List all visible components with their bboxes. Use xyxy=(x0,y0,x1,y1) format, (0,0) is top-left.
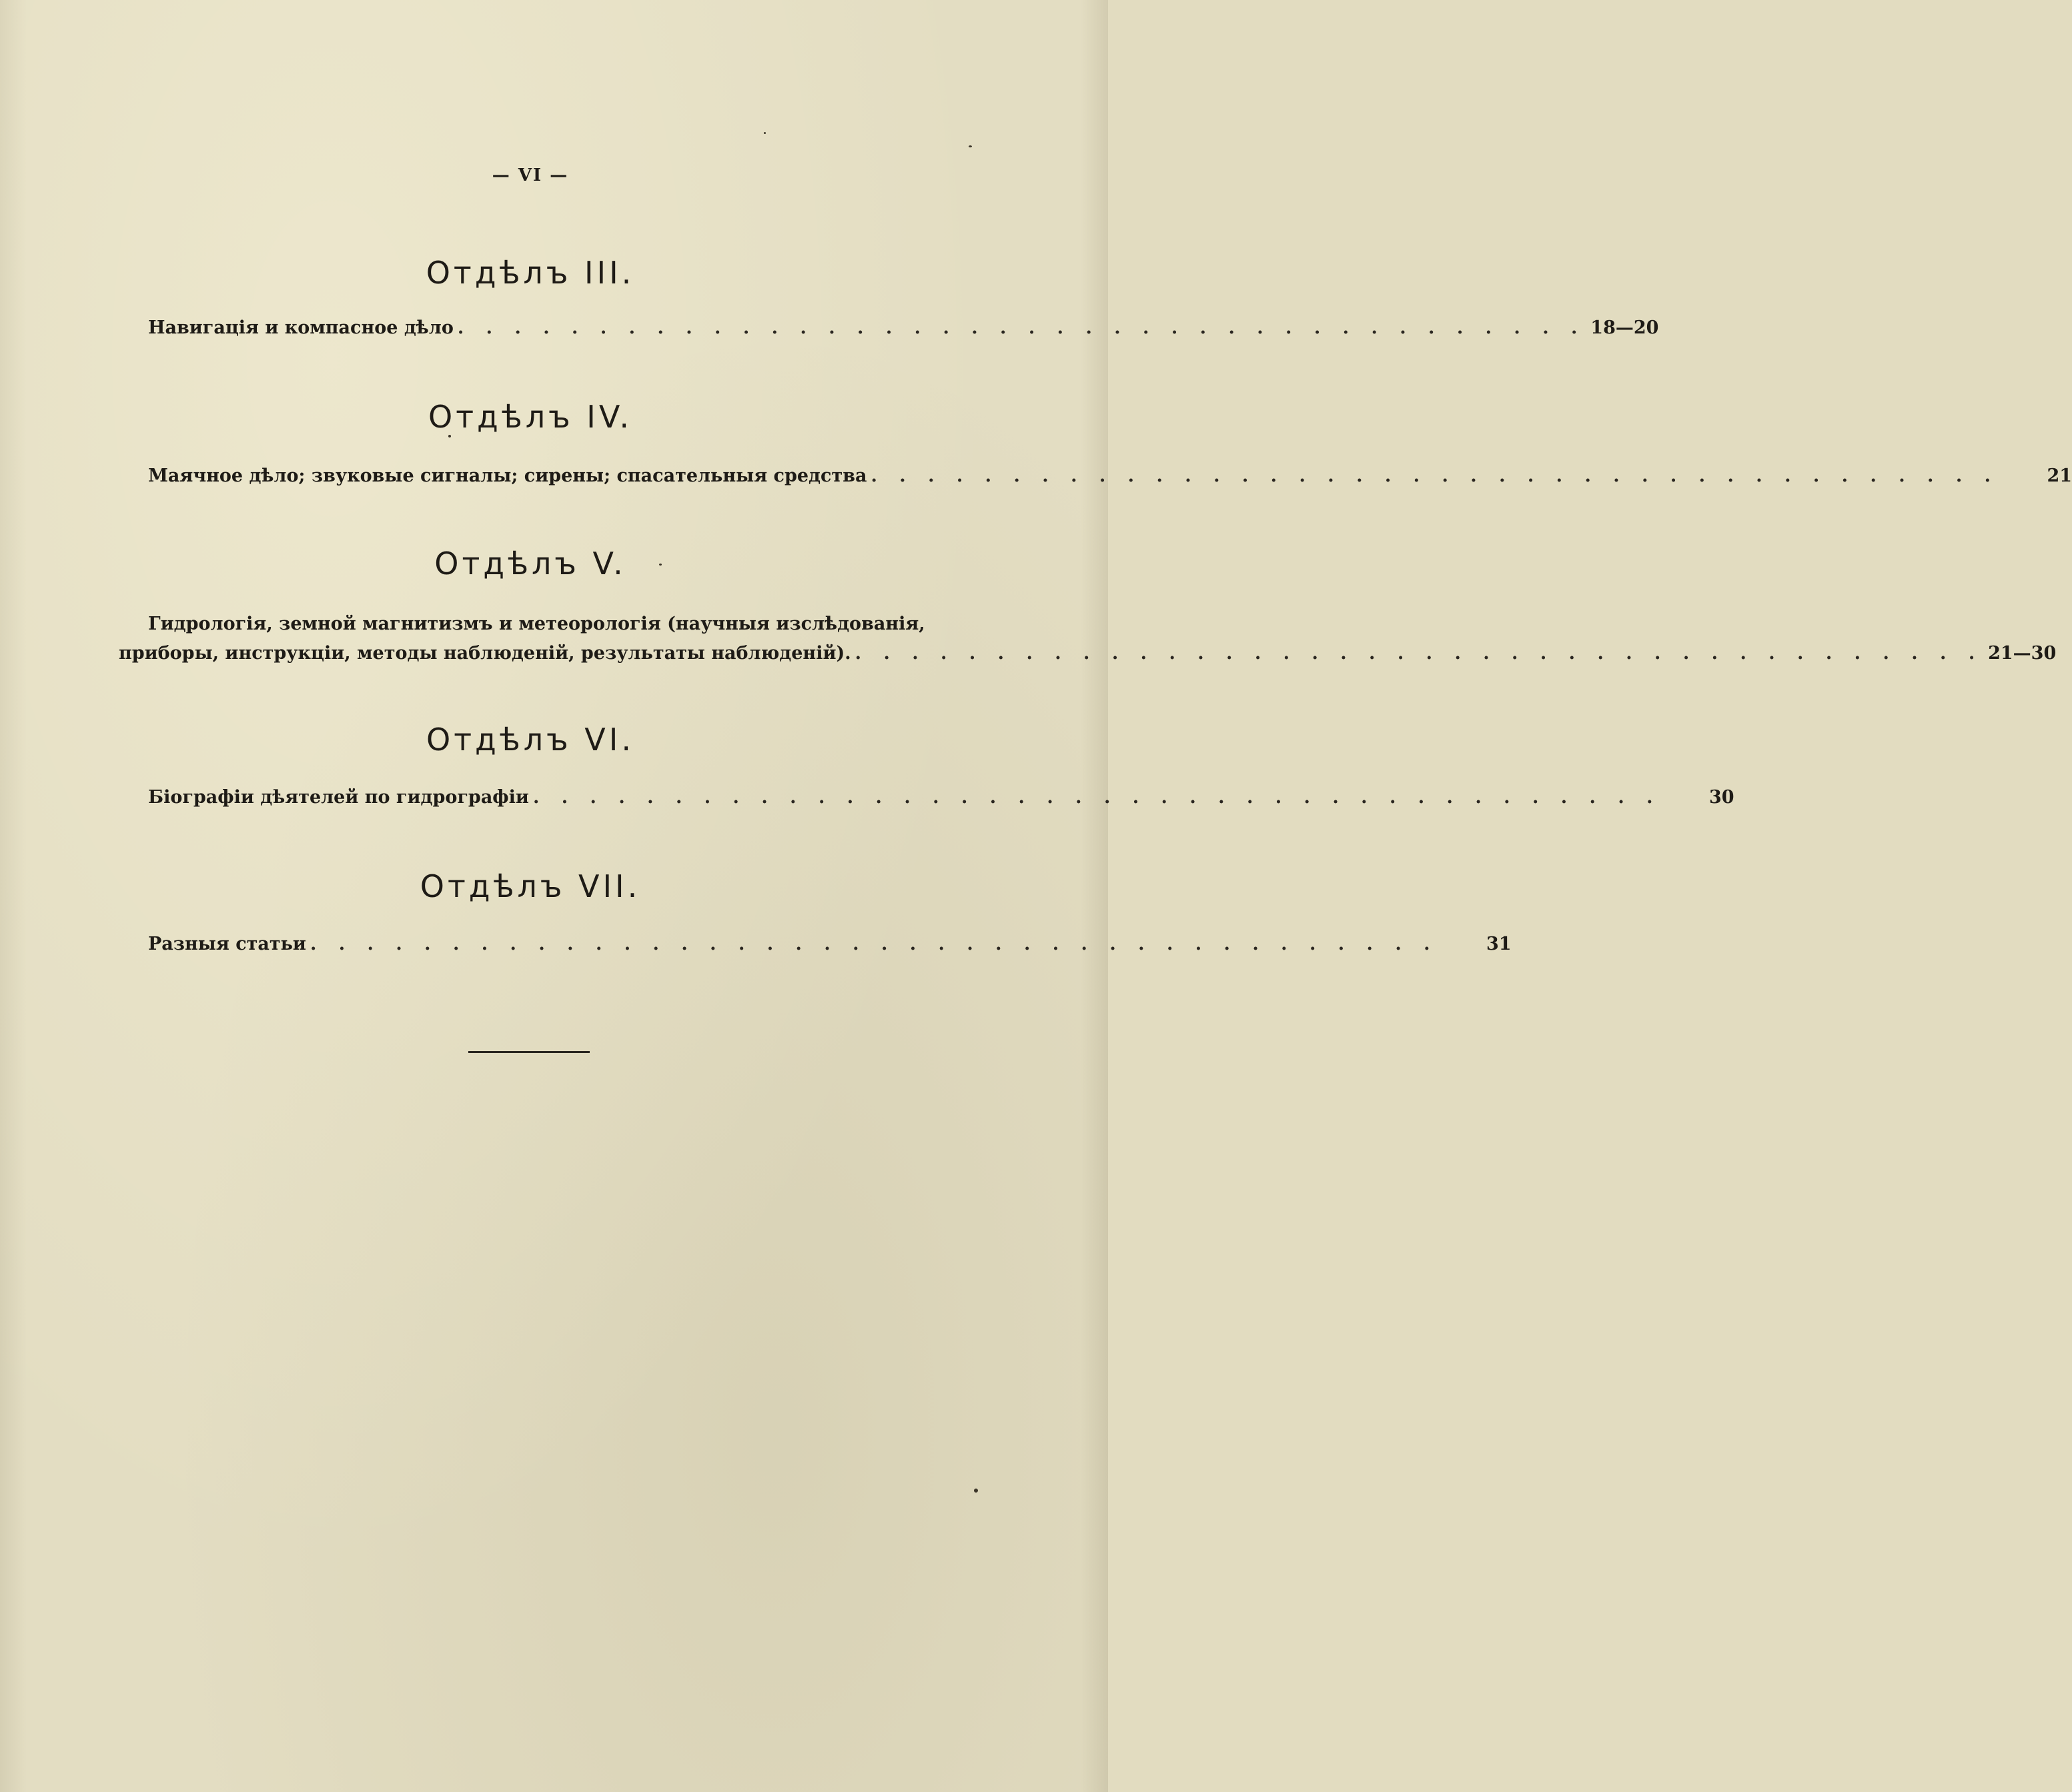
entry-text: Гидрологія, земной магнитизмъ и метеорологія (научныя изслѣдованія, xyxy=(148,614,925,634)
dot-leader: . . . . . . . . . . . . . . . . . . . . . . . . . . . . . . . . . . . . . . . . xyxy=(855,643,1983,664)
paper-speck xyxy=(764,132,766,134)
entry-pages: 18—20 xyxy=(1590,317,1659,338)
toc-entry-lighthouses xyxy=(148,462,2072,491)
paper-speck xyxy=(659,564,662,566)
toc-entry-miscellaneous xyxy=(148,930,1512,959)
dot-leader: . . . . . . . . . . . . . . . . . . . . . . . . . . . . . . . . . . . . . . . . xyxy=(532,787,1661,808)
entry-text: Навигація и компасное дѣло xyxy=(148,317,454,338)
toc-entry-biographies xyxy=(148,783,1734,812)
dot-leader: . . . . . . . . . . . . . . . . . . . . . . . . . . . . . . . . . . . . . . . . xyxy=(310,934,1438,954)
paper-speck xyxy=(969,145,972,147)
entry-text: Маячное дѣло; звуковые сигналы; сирены; спасательныя средства xyxy=(148,466,867,486)
closing-rule xyxy=(468,1051,590,1053)
paper-speck xyxy=(448,435,451,437)
dot-leader: . . . . . . . . . . . . . . . . . . . . . . . . . . . . . . . . . . . . . . . . xyxy=(871,466,1999,486)
dot-leader: . . . . . . . . . . . . . . . . . . . . . . . . . . . . . . . . . . . . . . . . xyxy=(457,317,1586,338)
section-title-vi: Отдѣлъ VI. xyxy=(426,722,634,758)
section-title-iv: Отдѣлъ IV. xyxy=(428,399,632,435)
entry-pages: 31 xyxy=(1486,934,1512,954)
entry-pages: 21—30 xyxy=(1988,643,2057,664)
entry-text: Біографіи дѣятелей по гидрографіи xyxy=(148,787,529,808)
page-number: — VI — xyxy=(492,165,569,185)
toc-entry-hydrology xyxy=(119,610,2057,668)
toc-entry-navigation xyxy=(148,313,1659,343)
entry-pages: 30 xyxy=(1708,787,1734,808)
section-title-vii: Отдѣлъ VII. xyxy=(420,868,641,904)
section-title-iii: Отдѣлъ III. xyxy=(426,255,635,291)
entry-text: Разныя статьи xyxy=(148,934,306,954)
entry-text: приборы, инструкціи, методы наблюденій, результаты наблюденій). xyxy=(119,643,851,664)
paper-speck xyxy=(974,1489,978,1493)
section-title-v: Отдѣлъ V. xyxy=(434,546,626,582)
entry-pages: 21 xyxy=(2047,466,2072,486)
